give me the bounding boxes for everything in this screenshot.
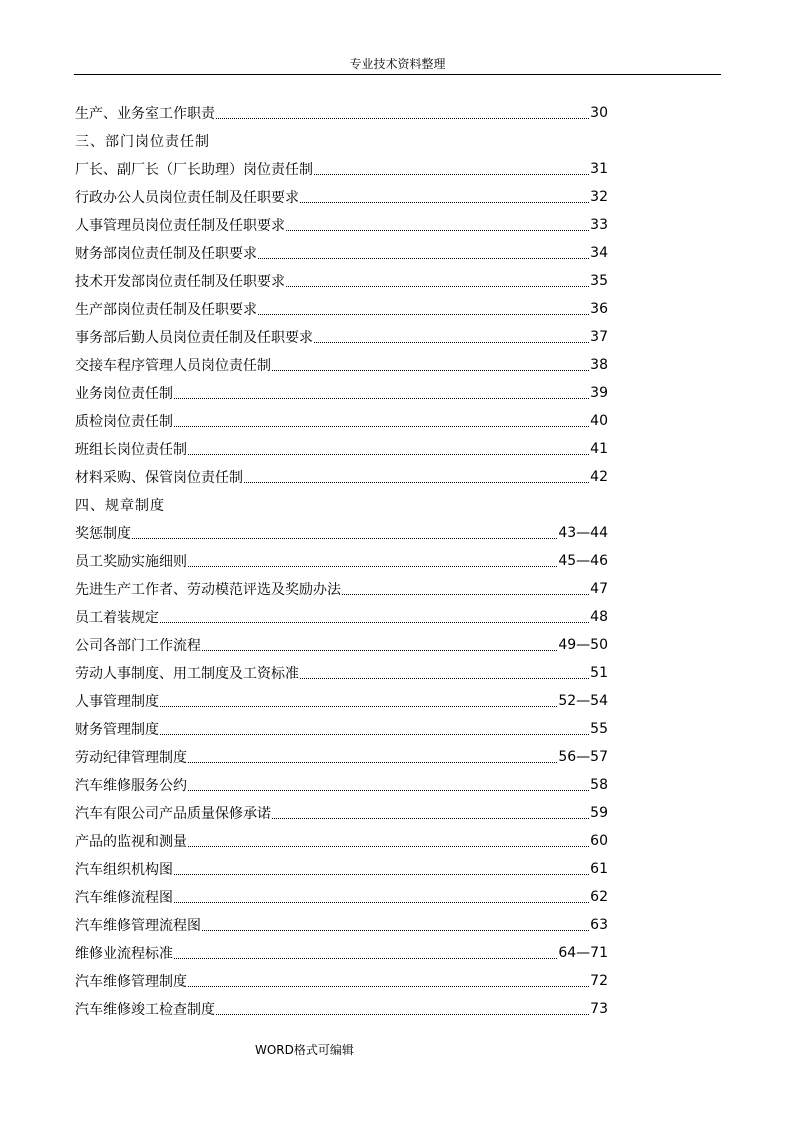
toc-entry-title: 财务管理制度 (75, 722, 159, 738)
toc-entry (75, 995, 608, 1023)
toc-entry-title: 财务部岗位责任制及任职要求 (75, 246, 257, 262)
toc-entry-title: 汽车维修竣工检查制度 (75, 1002, 215, 1018)
toc-dot-leader (314, 174, 589, 175)
toc-page-number: 60 (590, 833, 608, 849)
toc-entry-title: 四、规章制度 (75, 498, 165, 514)
toc-page-number: 38 (590, 357, 608, 373)
toc-dot-leader (160, 734, 589, 735)
toc-page-number: 30 (590, 105, 608, 121)
toc-page-number: 61 (590, 861, 608, 877)
toc-page-number: 64—71 (558, 945, 608, 961)
toc-entry-title: 汽车组织机构图 (75, 862, 173, 878)
toc-dot-leader (188, 846, 589, 847)
toc-entry-title: 厂长、副厂长（厂长助理）岗位责任制 (75, 162, 313, 178)
toc-dot-leader (258, 314, 589, 315)
toc-page-number: 72 (590, 973, 608, 989)
toc-dot-leader (286, 230, 589, 231)
toc-dot-leader (160, 622, 589, 623)
toc-entry-title: 行政办公人员岗位责任制及任职要求 (75, 190, 299, 206)
toc-dot-leader (188, 986, 589, 987)
toc-entry-title: 汽车维修管理流程图 (75, 918, 201, 934)
toc-entry (75, 463, 608, 491)
table-of-contents (75, 99, 608, 1023)
toc-entry-title: 人事管理员岗位责任制及任职要求 (75, 218, 285, 234)
toc-dot-leader (174, 958, 557, 959)
toc-dot-leader (160, 706, 557, 707)
toc-entry-title: 劳动纪律管理制度 (75, 750, 187, 766)
toc-entry-title: 产品的监视和测量 (75, 834, 187, 850)
toc-entry (75, 603, 608, 631)
toc-page-number: 52—54 (558, 693, 608, 709)
toc-entry (75, 659, 608, 687)
toc-page-number: 40 (590, 413, 608, 429)
toc-entry-title: 汽车维修流程图 (75, 890, 173, 906)
page-footer: WORD格式可编辑 (255, 1043, 354, 1057)
toc-dot-leader (202, 650, 557, 651)
toc-entry (75, 267, 608, 295)
toc-entry-title: 奖惩制度 (75, 526, 131, 542)
toc-entry (75, 211, 608, 239)
toc-entry (75, 799, 608, 827)
toc-dot-leader (244, 482, 589, 483)
toc-entry (75, 631, 608, 659)
toc-section-heading (75, 127, 608, 155)
toc-entry-title: 技术开发部岗位责任制及任职要求 (75, 274, 285, 290)
toc-entry (75, 715, 608, 743)
toc-page-number: 51 (590, 665, 608, 681)
toc-entry-title: 员工着装规定 (75, 610, 159, 626)
toc-dot-leader (188, 454, 589, 455)
toc-page-number: 56—57 (558, 749, 608, 765)
toc-page-number: 34 (590, 245, 608, 261)
toc-entry-title: 业务岗位责任制 (75, 386, 173, 402)
toc-entry-title: 班组长岗位责任制 (75, 442, 187, 458)
toc-page-number: 73 (590, 1001, 608, 1017)
toc-entry-title: 劳动人事制度、用工制度及工资标准 (75, 666, 299, 682)
toc-entry-title: 汽车有限公司产品质量保修承诺 (75, 806, 271, 822)
toc-page-number: 32 (590, 189, 608, 205)
toc-dot-leader (300, 678, 589, 679)
toc-entry (75, 323, 608, 351)
toc-entry (75, 827, 608, 855)
toc-entry (75, 547, 608, 575)
toc-page-number: 59 (590, 805, 608, 821)
toc-page-number: 49—50 (558, 637, 608, 653)
toc-page-number: 62 (590, 889, 608, 905)
toc-entry (75, 771, 608, 799)
toc-entry (75, 295, 608, 323)
toc-dot-leader (314, 342, 589, 343)
toc-dot-leader (188, 566, 557, 567)
toc-page-number: 33 (590, 217, 608, 233)
toc-page-number: 58 (590, 777, 608, 793)
toc-page-number: 45—46 (558, 553, 608, 569)
toc-dot-leader (132, 538, 557, 539)
toc-entry (75, 407, 608, 435)
toc-page-number: 41 (590, 441, 608, 457)
toc-entry (75, 435, 608, 463)
toc-entry (75, 239, 608, 267)
toc-page-number: 31 (590, 161, 608, 177)
toc-dot-leader (188, 762, 557, 763)
toc-entry-title: 质检岗位责任制 (75, 414, 173, 430)
toc-entry-title: 人事管理制度 (75, 694, 159, 710)
toc-dot-leader (216, 1014, 589, 1015)
toc-dot-leader (174, 426, 589, 427)
toc-entry-title: 材料采购、保管岗位责任制 (75, 470, 243, 486)
toc-section-heading (75, 491, 608, 519)
toc-page-number: 42 (590, 469, 608, 485)
toc-entry-title: 汽车维修管理制度 (75, 974, 187, 990)
toc-entry-title: 事务部后勤人员岗位责任制及任职要求 (75, 330, 313, 346)
toc-entry (75, 183, 608, 211)
toc-dot-leader (174, 874, 589, 875)
toc-entry (75, 743, 608, 771)
toc-entry (75, 939, 608, 967)
toc-page-number: 48 (590, 609, 608, 625)
toc-entry (75, 99, 608, 127)
toc-page-number: 47 (590, 581, 608, 597)
toc-dot-leader (174, 398, 589, 399)
toc-entry (75, 883, 608, 911)
toc-dot-leader (272, 370, 589, 371)
toc-dot-leader (188, 790, 589, 791)
toc-page-number: 43—44 (558, 525, 608, 541)
toc-dot-leader (258, 258, 589, 259)
toc-dot-leader (300, 202, 589, 203)
toc-dot-leader (216, 118, 589, 119)
toc-page-number: 39 (590, 385, 608, 401)
toc-entry (75, 575, 608, 603)
toc-entry-title: 汽车维修服务公约 (75, 778, 187, 794)
toc-page-number: 55 (590, 721, 608, 737)
toc-entry-title: 先进生产工作者、劳动模范评选及奖励办法 (75, 582, 341, 598)
toc-entry (75, 911, 608, 939)
toc-page-number: 37 (590, 329, 608, 345)
toc-entry-title: 三、部门岗位责任制 (75, 134, 210, 150)
toc-entry-title: 员工奖励实施细则 (75, 554, 187, 570)
toc-entry (75, 379, 608, 407)
toc-entry-title: 公司各部门工作流程 (75, 638, 201, 654)
toc-entry-title: 生产部岗位责任制及任职要求 (75, 302, 257, 318)
toc-entry (75, 519, 608, 547)
toc-entry-title: 交接车程序管理人员岗位责任制 (75, 358, 271, 374)
page-header: 专业技术资料整理 (349, 57, 446, 71)
toc-entry (75, 351, 608, 379)
toc-page-number: 36 (590, 301, 608, 317)
toc-page-number: 35 (590, 273, 608, 289)
header-rule (74, 74, 721, 75)
toc-dot-leader (342, 594, 589, 595)
toc-dot-leader (174, 902, 589, 903)
toc-page-number: 63 (590, 917, 608, 933)
toc-entry (75, 687, 608, 715)
toc-dot-leader (272, 818, 589, 819)
toc-entry (75, 855, 608, 883)
toc-dot-leader (286, 286, 589, 287)
toc-entry (75, 967, 608, 995)
toc-dot-leader (202, 930, 589, 931)
toc-entry-title: 生产、业务室工作职责 (75, 106, 215, 122)
toc-entry (75, 155, 608, 183)
toc-entry-title: 维修业流程标准 (75, 946, 173, 962)
